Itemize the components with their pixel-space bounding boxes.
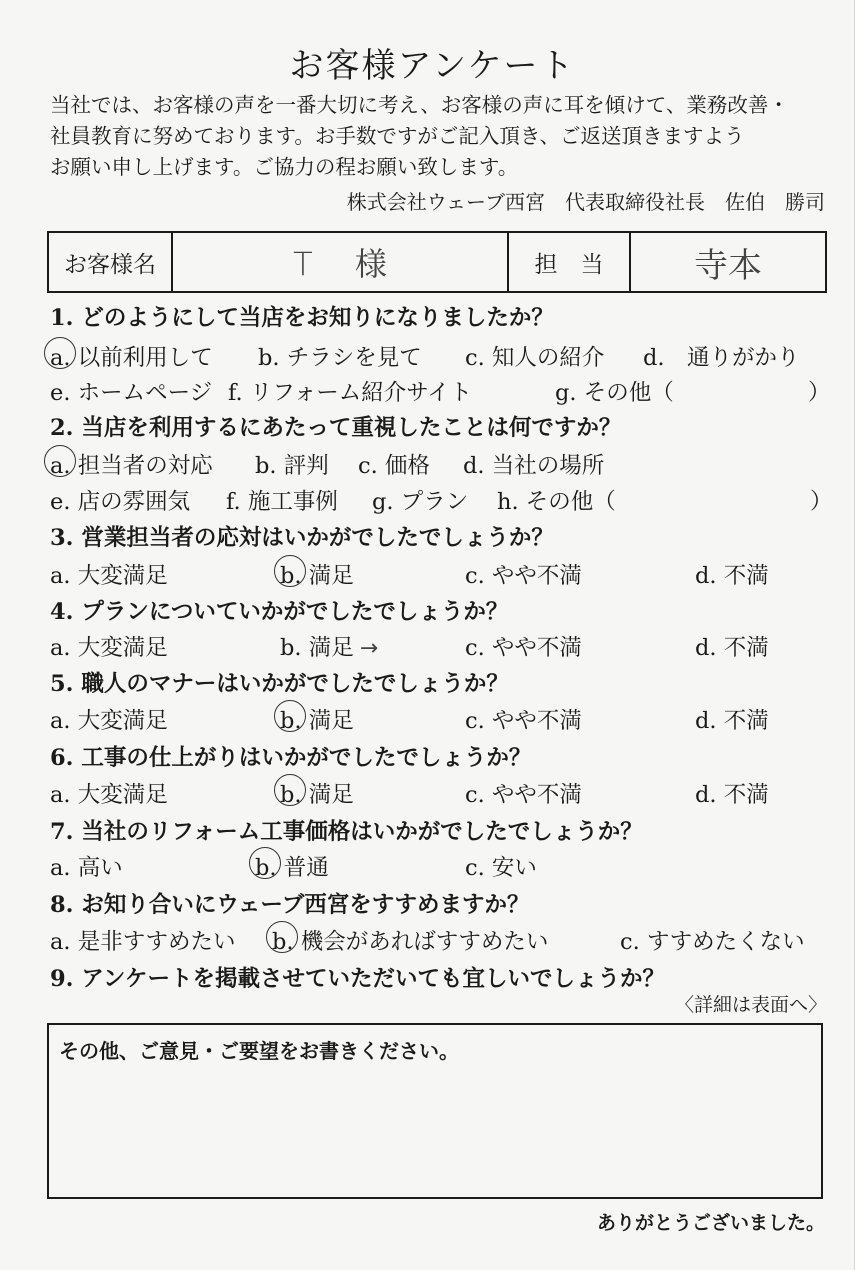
- see-front-note: 〈詳細は表面へ〉: [674, 994, 827, 1016]
- question-5: 5. 職人のマナーはいかがでしたでしょうか？: [50, 671, 509, 697]
- selected-circle-mark: [266, 921, 298, 953]
- q6-option-d[interactable]: d. 不満: [695, 782, 769, 808]
- q5-option-c[interactable]: c. やや不満: [465, 708, 582, 734]
- name-table: [47, 231, 827, 293]
- q2-option-a[interactable]: a. 担当者の対応: [50, 448, 213, 480]
- selected-circle-mark: [274, 555, 306, 587]
- page-title: お客様アンケート: [289, 46, 576, 86]
- q2-option-e[interactable]: e. 店の雰囲気: [50, 489, 191, 515]
- thank-you-text: ありがとうございました。: [596, 1212, 825, 1234]
- intro-line: 社員教育に努めております。お手数ですがご記入頂き、ご返送頂きますよう: [50, 124, 745, 148]
- q8-option-c[interactable]: c. すすめたくない: [620, 929, 805, 955]
- question-1: 1. どのようにして当店をお知りになりましたか？: [50, 305, 554, 331]
- q2-option-g[interactable]: g. プラン: [372, 489, 469, 515]
- q2-option-f[interactable]: f. 施工事例: [226, 489, 338, 515]
- q8-option-a[interactable]: a. 是非すすめたい: [50, 929, 236, 955]
- intro-line: 当社では、お客様の声を一番大切に考え、お客様の声に耳を傾けて、業務改善・: [50, 93, 789, 117]
- company-signature: 株式会社ウェーブ西宮 代表取締役社長 佐伯 勝司: [346, 190, 825, 214]
- other-close-paren: ）: [810, 489, 833, 515]
- q6-option-c[interactable]: c. やや不満: [465, 782, 582, 808]
- q5-option-d[interactable]: d. 不満: [695, 708, 769, 734]
- intro-text: [50, 90, 789, 183]
- intro-line: お願い申し上げます。ご協力の程お願い致します。: [50, 155, 519, 179]
- q1-option-e[interactable]: e. ホームページ: [50, 380, 213, 406]
- q4-option-c[interactable]: c. やや不満: [465, 635, 582, 661]
- other-close-paren: ）: [808, 380, 831, 406]
- q2-option-b[interactable]: b. 評判: [255, 453, 329, 479]
- q1-option-c[interactable]: c. 知人の紹介: [465, 345, 605, 371]
- customer-name-field[interactable]: T 様: [173, 233, 509, 291]
- q3-option-c[interactable]: c. やや不満: [465, 563, 582, 589]
- q4-option-a[interactable]: a. 大変満足: [50, 635, 168, 661]
- q6-option-b[interactable]: b. 満足: [280, 777, 354, 809]
- question-3: 3. 営業担当者の応対はいかがでしたでしょうか？: [50, 525, 554, 551]
- selected-circle-mark: [274, 774, 306, 806]
- q1-option-a[interactable]: a. 以前利用して: [50, 340, 213, 372]
- q2-option-d[interactable]: d. 当社の場所: [463, 453, 605, 479]
- q1-option-g[interactable]: g. その他（: [555, 380, 674, 406]
- q7-option-c[interactable]: c. 安い: [465, 855, 537, 881]
- question-8: 8. お知り合いにウェーブ西宮をすすめますか？: [50, 892, 530, 918]
- q8-option-b[interactable]: b. 機会があればすすめたい: [272, 924, 548, 956]
- arrow-icon: →: [359, 636, 379, 661]
- q1-option-b[interactable]: b. チラシを見て: [258, 345, 422, 371]
- customer-name-label: お客様名: [49, 233, 173, 291]
- selected-circle-mark: [274, 700, 306, 732]
- q2-option-c[interactable]: c. 価格: [358, 453, 430, 479]
- q5-option-b[interactable]: b. 満足: [280, 703, 354, 735]
- q1-option-d[interactable]: d. 通りがかり: [643, 345, 800, 371]
- question-4: 4. プランについていかがでしたでしょうか？: [50, 599, 509, 625]
- comment-field[interactable]: [59, 1069, 811, 1187]
- q2-option-h[interactable]: h. その他（: [497, 489, 616, 515]
- staff-label: 担 当: [509, 233, 631, 291]
- question-7: 7. 当社のリフォーム工事価格はいかがでしたでしょうか？: [50, 819, 643, 845]
- selected-circle-mark: [44, 337, 76, 369]
- question-6: 6. 工事の仕上がりはいかがでしたでしょうか？: [50, 745, 532, 771]
- staff-name-field[interactable]: 寺本: [694, 245, 762, 286]
- q5-option-a[interactable]: a. 大変満足: [50, 708, 168, 734]
- q7-option-a[interactable]: a. 高い: [50, 855, 123, 881]
- q7-option-b[interactable]: b. 普通: [255, 850, 329, 882]
- question-9: 9. アンケートを掲載させていただいても宜しいでしょうか？: [50, 966, 665, 992]
- question-2: 2. 当店を利用するにあたって重視したことは何ですか？: [50, 415, 622, 441]
- q1-option-f[interactable]: f. リフォーム紹介サイト: [228, 380, 473, 406]
- q3-option-b[interactable]: b. 満足: [280, 558, 354, 590]
- selected-circle-mark: [44, 445, 76, 477]
- page-edge: [854, 0, 865, 1270]
- q3-option-a[interactable]: a. 大変満足: [50, 563, 168, 589]
- q6-option-a[interactable]: a. 大変満足: [50, 782, 168, 808]
- selected-circle-mark: [249, 847, 281, 879]
- comment-box[interactable]: [47, 1023, 823, 1199]
- q4-option-b[interactable]: b. 満足 →: [280, 635, 379, 661]
- q3-option-d[interactable]: d. 不満: [695, 563, 769, 589]
- q4-option-d[interactable]: d. 不満: [695, 635, 769, 661]
- comment-label: その他、ご意見・ご要望をお書きください。: [59, 1039, 459, 1063]
